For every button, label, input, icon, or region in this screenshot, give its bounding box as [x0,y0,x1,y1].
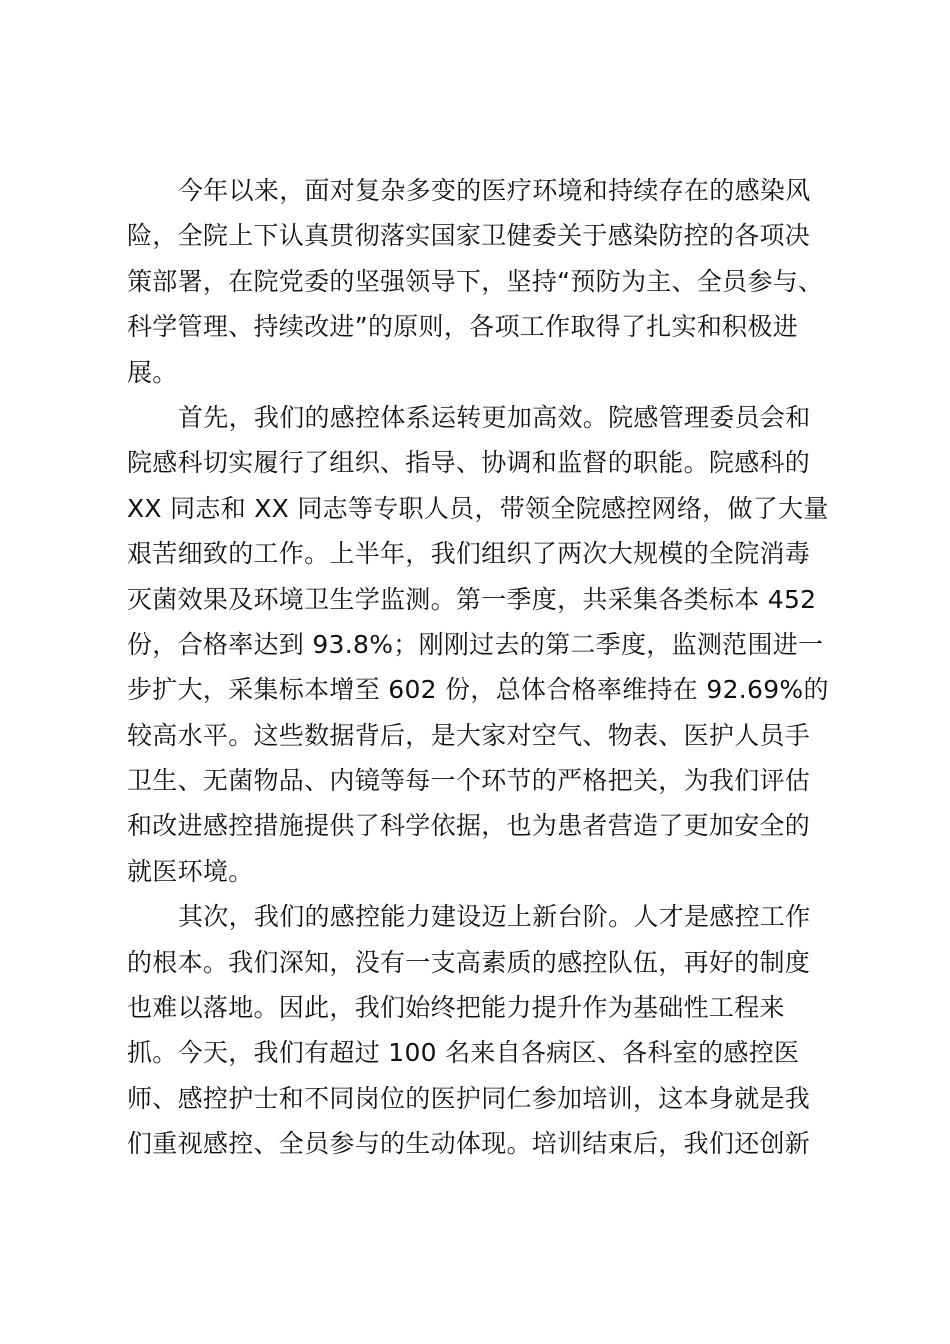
text-line: 步扩大，采集标本增至 602 份，总体合格率维持在 92.69%的 [127,675,829,705]
paragraph-3 [127,894,827,1166]
text-line: 份，合格率达到 93.8%；刚刚过去的第二季度，监测范围进一 [127,629,824,659]
text-line: 较高水平。这些数据背后，是大家对空气、物表、医护人员手 [127,720,811,750]
text-line: 科学管理、持续改进”的原则，各项工作取得了扎实和积极进 [127,312,799,342]
text-line: 今年以来，面对复杂多变的医疗环境和持续存在的感染风 [178,176,811,205]
text-line: 的根本。我们深知，没有一支高素质的感控队伍，再好的制度 [127,947,811,977]
text-line: 首先，我们的感控体系运转更加高效。院感管理委员会和 [178,402,811,432]
paragraph-2 [127,395,827,894]
text-line: 就医环境。 [127,856,254,886]
text-line: 和改进感控措施提供了科学依据，也为患者营造了更加安全的 [127,811,811,841]
text-line: 艰苦细致的工作。上半年，我们组织了两次大规模的全院消毒 [127,539,811,569]
text-line: 卫生、无菌物品、内镜等每一个环节的严格把关，为我们评估 [127,766,811,796]
text-line: 也难以落地。因此，我们始终把能力提升作为基础性工程来 [127,993,785,1023]
text-line: 抓。今天，我们有超过 100 名来自各病区、各科室的感控医 [127,1038,800,1068]
text-line: 展。 [127,357,178,387]
text-line: 院感科切实履行了组织、指导、协调和监督的职能。院感科的 [127,448,811,478]
text-line: XX 同志和 XX 同志等专职人员，带领全院感控网络，做了大量 [127,493,829,523]
text-line: 们重视感控、全员参与的生动体现。培训结束后，我们还创新 [127,1129,811,1159]
text-line: 险，全院上下认真贯彻落实国家卫健委关于感染防控的各项决 [127,221,811,251]
text-line: 灭菌效果及环境卫生学监测。第一季度，共采集各类标本 452 [127,584,817,614]
text-line: 策部署，在院党委的坚强领导下，坚持“预防为主、全员参与、 [127,266,824,296]
body-text [127,168,827,1167]
text-line: 其次，我们的感控能力建设迈上新台阶。人才是感控工作 [178,902,811,932]
text-line: 师、感控护士和不同岗位的医护同仁参加培训，这本身就是我 [127,1083,811,1113]
paragraph-1 [127,168,827,395]
